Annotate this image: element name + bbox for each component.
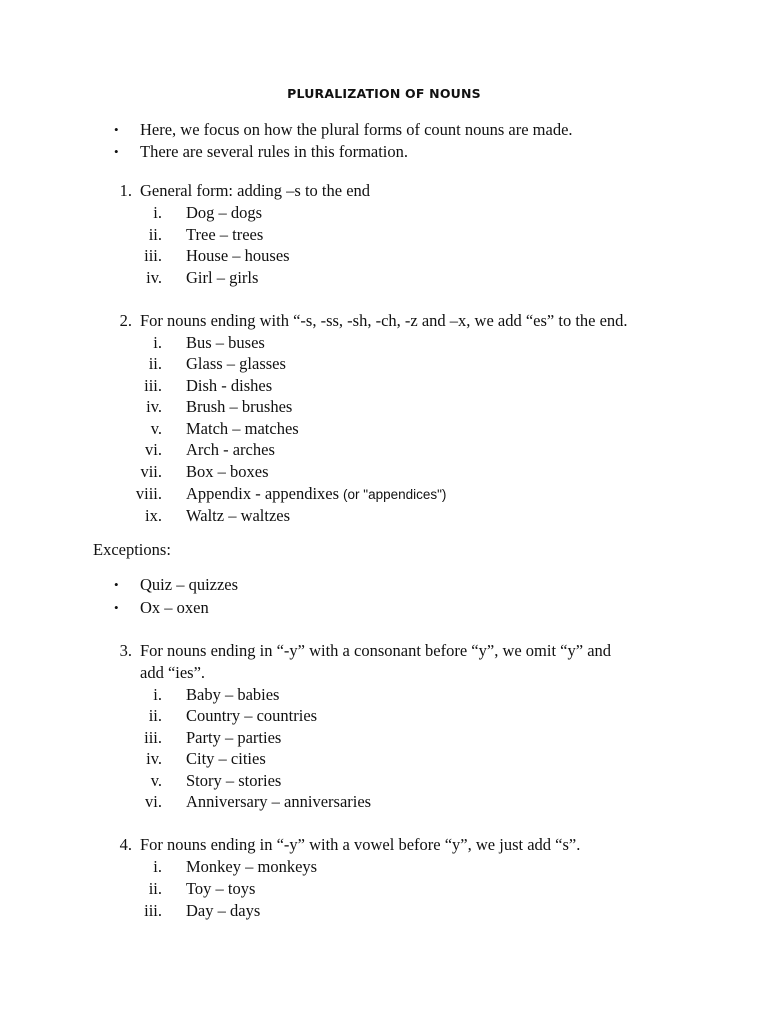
item-numeral: viii. [135,484,162,503]
item-numeral: vii. [140,462,162,481]
item-numeral: iii. [144,728,162,747]
list-item: Tree – trees [186,225,264,244]
item-numeral: iii. [144,246,162,265]
rule-number: 3. [119,641,132,660]
list-item: City – cities [186,749,266,768]
item-numeral: i. [153,857,162,876]
intro-bullet-text: Here, we focus on how the plural forms of count nouns are made. [140,120,573,139]
rule-number: 4. [119,835,132,854]
item-numeral: iv. [146,397,162,416]
item-numeral: vi. [145,792,162,811]
list-item: Brush – brushes [186,397,293,416]
rule-heading: For nouns ending in “-y” with a consonant before “y”, we omit “y” and [140,641,612,660]
list-item: Box – boxes [186,462,269,481]
list-item: Toy – toys [186,879,256,898]
item-numeral: iv. [146,268,162,287]
item-numeral: ix. [145,506,162,525]
item-numeral: ii. [148,354,162,373]
bullet-icon: • [114,600,119,615]
exception-item: Ox – oxen [140,598,209,617]
list-item: Match – matches [186,419,299,438]
list-item: Story – stories [186,771,282,790]
list-item: Anniversary – anniversaries [186,792,372,811]
page-title: PLURALIZATION OF NOUNS [287,86,481,101]
item-numeral: i. [153,685,162,704]
rule-heading-continued: add “ies”. [140,663,206,682]
item-numeral: v. [150,771,162,790]
list-item: Party – parties [186,728,282,747]
list-item: Day – days [186,901,261,920]
list-item-text: Appendix - appendixes [186,484,340,503]
list-item: Country – countries [186,706,318,725]
rule-heading: For nouns ending with “-s, -ss, -sh, -ch, -z and –x, we add “es” to the end. [140,311,628,330]
exception-item: Quiz – quizzes [140,575,239,594]
list-item: Dish - dishes [186,376,273,395]
bullet-icon: • [114,122,119,137]
alternate-plural-note: (or "appendices") [343,487,447,502]
list-item: Glass – glasses [186,354,286,373]
item-numeral: vi. [145,440,162,459]
list-item [186,484,446,505]
rule-heading: For nouns ending in “-y” with a vowel before “y”, we just add “s”. [140,835,581,854]
list-item: Bus – buses [186,333,265,352]
item-numeral: ii. [148,225,162,244]
item-numeral: iv. [146,749,162,768]
list-item: Baby – babies [186,685,280,704]
item-numeral: v. [150,419,162,438]
list-item: Dog – dogs [186,203,263,222]
list-item: Monkey – monkeys [186,857,318,876]
rule-heading: General form: adding –s to the end [140,181,371,200]
item-numeral: ii. [148,706,162,725]
item-numeral: ii. [148,879,162,898]
rule-number: 2. [119,311,132,330]
item-numeral: i. [153,333,162,352]
item-numeral: iii. [144,901,162,920]
list-item: House – houses [186,246,290,265]
bullet-icon: • [114,144,119,159]
item-numeral: iii. [144,376,162,395]
intro-bullet-text: There are several rules in this formation. [140,142,409,161]
list-item: Waltz – waltzes [186,506,291,525]
exceptions-label: Exceptions: [93,540,171,559]
list-item: Arch - arches [186,440,275,459]
item-numeral: i. [153,203,162,222]
list-item: Girl – girls [186,268,259,287]
bullet-icon: • [114,577,119,592]
rule-number: 1. [119,181,132,200]
